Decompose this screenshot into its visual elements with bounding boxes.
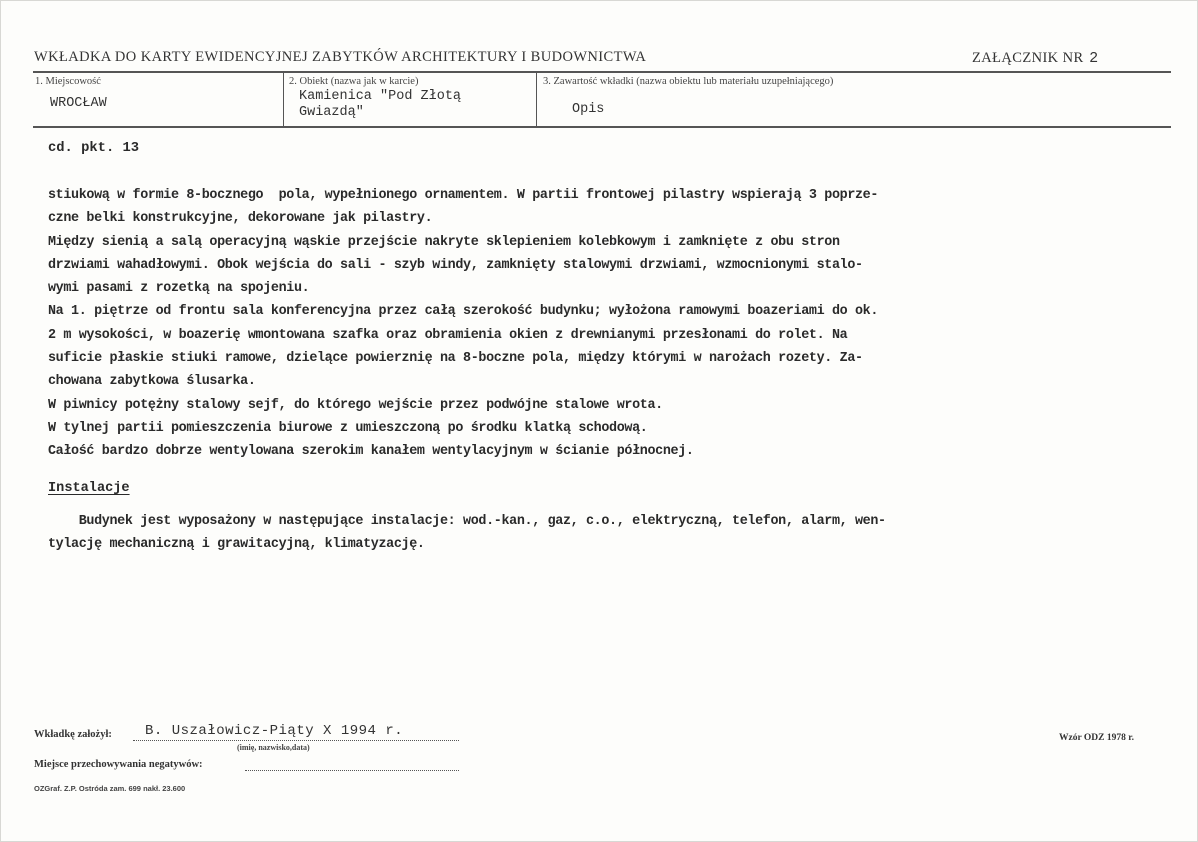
author-hint: (imię, nazwisko,data) [237, 743, 310, 752]
negatives-dotted-line [245, 770, 459, 771]
body-line: Całość bardzo dobrze wentylowana szerokim kanałem wentylacyjnym w ścianie północnej. [48, 444, 694, 460]
author-dotted-line [133, 740, 459, 741]
field-divider-2 [536, 73, 537, 127]
body-line: Między sienią a salą operacyjną wąskie przejście nakryte sklepieniem kolebkowym i zamknięte z obu stron [48, 234, 840, 250]
installations-body [48, 510, 1158, 556]
locality-value: WROCŁAW [50, 96, 107, 111]
attachment-number-block [972, 49, 1098, 67]
object-label: 2. Obiekt (nazwa jak w karcie) [289, 76, 419, 87]
description-body [48, 184, 1158, 464]
content-value: Opis [572, 102, 605, 117]
body-line: suficie płaskie stiuki ramowe, dzielące powierznię na 8-boczne pola, między którymi w narożach rozety. Za- [48, 351, 863, 367]
installations-line: tylację mechaniczną i grawitacyjną, klimatyzację. [48, 537, 425, 552]
installations-heading: Instalacje [48, 481, 130, 496]
author-value: B. Uszałowicz-Piąty X 1994 r. [145, 723, 404, 739]
object-value-line2: Gwiazdą" [299, 105, 364, 120]
body-line: Na 1. piętrze od frontu sala konferencyjna przez całą szerokość budynku; wyłożona ramowymi boazeriami do ok. [48, 304, 879, 320]
body-line: chowana zabytkowa ślusarka. [48, 374, 256, 390]
locality-label: 1. Miejscowość [35, 76, 101, 87]
installations-line: Budynek jest wyposażony w następujące instalacje: wod.-kan., gaz, c.o., elektryczną, telefon, alarm, wen- [48, 514, 886, 529]
object-value-line1: Kamienica "Pod Złotą [299, 89, 462, 104]
header-bottom-rule [33, 126, 1171, 128]
template-info: Wzór ODZ 1978 r. [1059, 733, 1134, 743]
section-heading: cd. pkt. 13 [48, 141, 140, 156]
body-line: W tylnej partii pomieszczenia biurowe z umieszczoną po środku klatką schodową. [48, 420, 648, 436]
print-info: OZGraf. Z.P. Ostróda zam. 699 nakł. 23.600 [34, 784, 186, 793]
body-line: drzwiami wahadłowymi. Obok wejścia do sali - szyb windy, zamknięty stalowymi drzwiami, wzmocnionymi stalo- [48, 257, 863, 273]
field-divider-1 [283, 73, 284, 127]
body-line: W piwnicy potężny stalowy sejf, do którego wejście przez podwójne stalowe wrota. [48, 397, 663, 413]
body-line: 2 m wysokości, w boazerię wmontowana szafka oraz obramienia okien z drewnianymi przesłonami do rolet. Na [48, 327, 848, 343]
negatives-label: Miejsce przechowywania negatywów: [34, 759, 203, 770]
body-line: czne belki konstrukcyjne, dekorowane jak pilastry. [48, 211, 433, 227]
body-line: wymi pasami z rozetką na spojeniu. [48, 281, 310, 297]
attachment-number: 2 [1089, 49, 1099, 66]
attachment-label: ZAŁĄCZNIK NR [972, 50, 1084, 66]
content-label: 3. Zawartość wkładki (nazwa obiektu lub materiału uzupełniającego) [543, 76, 834, 87]
author-label: Wkładkę założył: [34, 729, 112, 740]
form-title: WKŁADKA DO KARTY EWIDENCYJNEJ ZABYTKÓW ARCHITEKTURY I BUDOWNICTWA [34, 49, 647, 65]
body-line: stiukową w formie 8-bocznego pola, wypełnionego ornamentem. W partii frontowej pilastry wspierają 3 poprze- [48, 188, 879, 203]
header-top-rule [33, 71, 1171, 73]
